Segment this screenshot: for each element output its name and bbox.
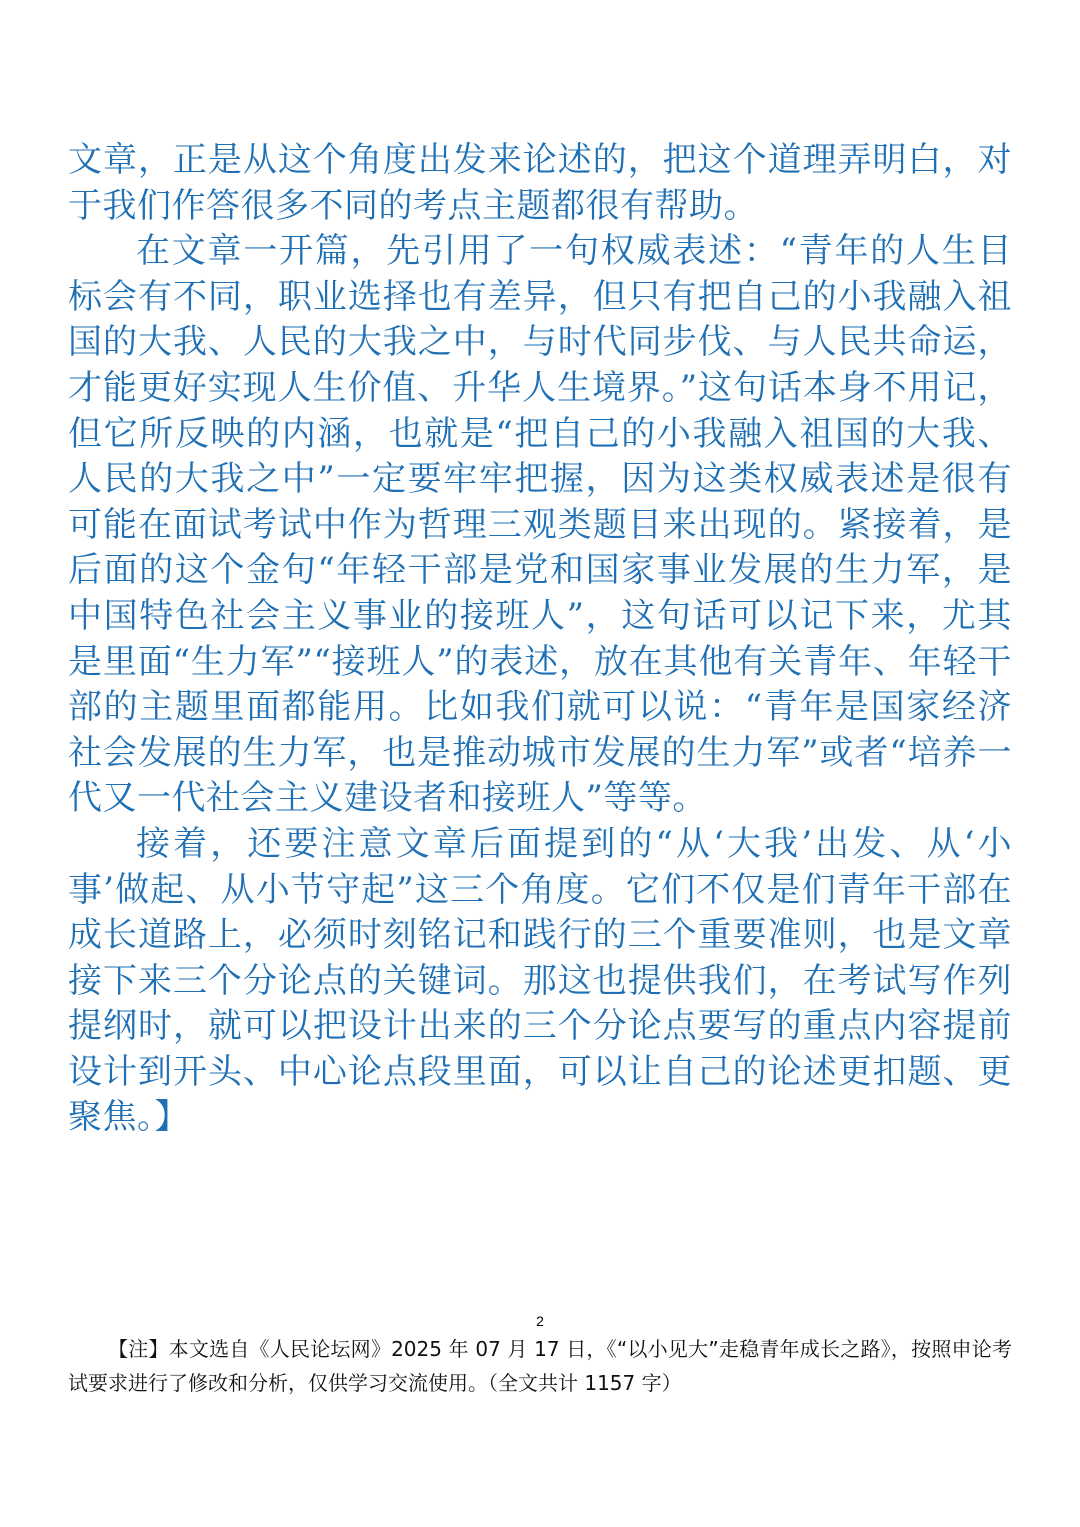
paragraph-1: 文章，正是从这个角度出发来论述的，把这个道理弄明白，对于我们作答很多不同的考点主题都很有帮助。 [68,140,1012,226]
paragraph-3: 接着，还要注意文章后面提到的“从‘大我’出发、从‘小事’做起、从小节守起”这三个角度。它们不仅是们青年干部在成长道路上，必须时刻铭记和践行的三个重要准则，也是文章接下来三个分论点的关键词。那这也提供我们，在考试写作列提纲时，就可以把设计出来的三个分论点要写的重点内容提前设计到开头、中心论点段里面，可以让自己的论述更扣题、更聚焦。】 [68,823,1012,1138]
footnote: 【注】本文选自《人民论坛网》2025 年 07 月 17 日，《“以小见大”走稳青年成长之路》，按照申论考试要求进行了修改和分析，仅供学习交流使用。（全文共计 1157 字） [68,1337,1012,1395]
page-number: 2 [536,1313,544,1329]
article-body [68,138,1012,1141]
paragraph-2: 在文章一开篇，先引用了一句权威表述：“青年的人生目标会有不同，职业选择也有差异，但只有把自己的小我融入祖国的大我、人民的大我之中，与时代同步伐、与人民共命运，才能更好实现人生价值、升华人生境界。”这句话本身不用记，但它所反映的内涵，也就是“把自己的小我融入祖国的大我、人民的大我之中”一定要牢牢把握，因为这类权威表述是很有可能在面试考试中作为哲理三观类题目来出现的。紧接着，是后面的这个金句“年轻干部是党和国家事业发展的生力军，是中国特色社会主义事业的接班人”，这句话可以记下来，尤其是里面“生力军”“接班人”的表述，放在其他有关青年、年轻干部的主题里面都能用。比如我们就可以说：“青年是国家经济社会发展的生力军，也是推动城市发展的生力军”或者“培养一代又一代社会主义建设者和接班人”等等。 [68,231,1012,819]
